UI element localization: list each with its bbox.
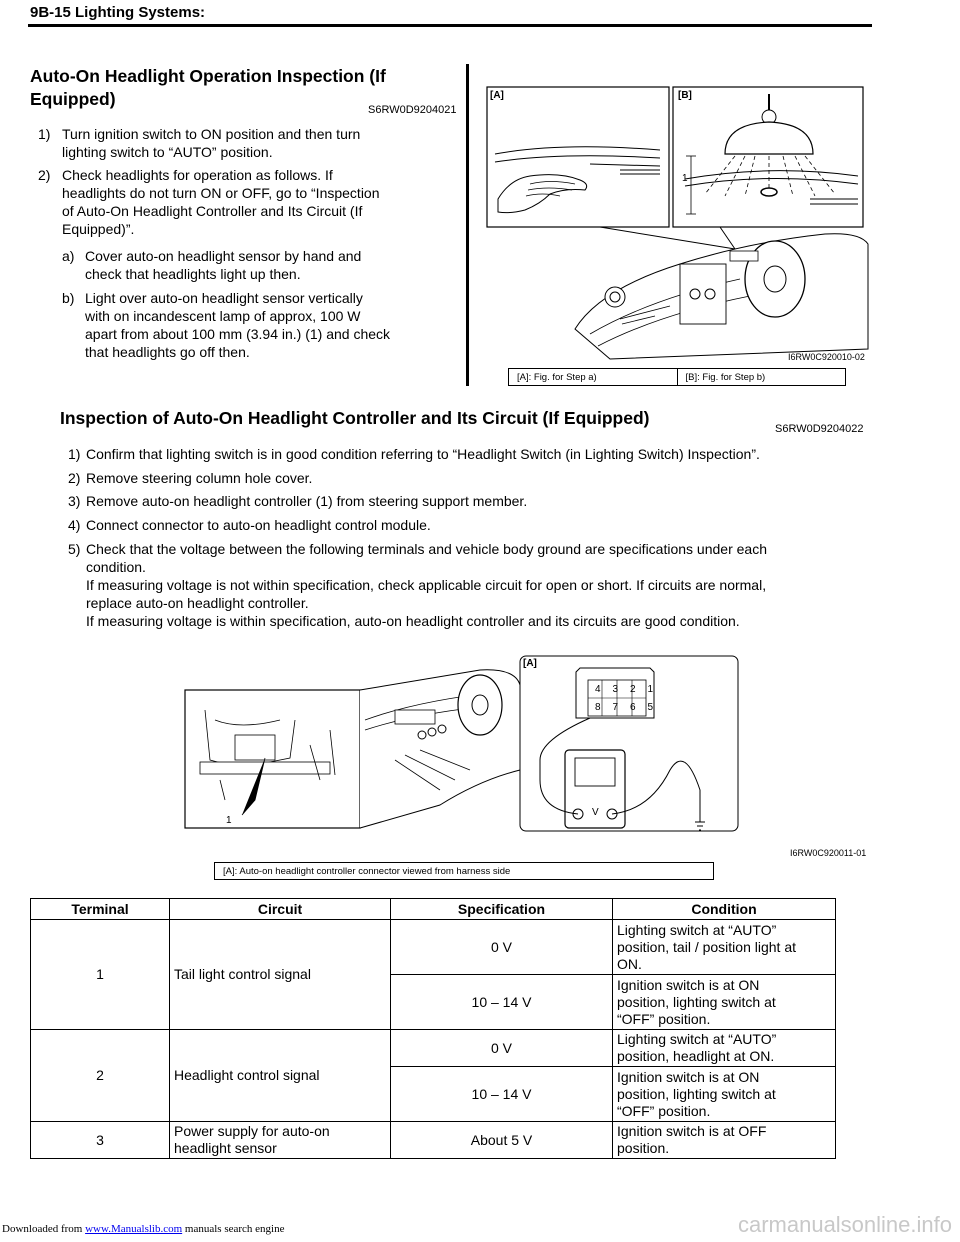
cell-condition-line: Ignition switch is at ON: [617, 976, 760, 993]
header-circuit: Circuit: [170, 899, 391, 920]
s2-step5-num: 5): [68, 541, 81, 557]
cell-condition-line: position, tail / position light at: [617, 938, 796, 955]
s1-step2-line3: of Auto-On Headlight Controller and Its Circuit (If: [62, 203, 363, 219]
s1-sub-b-line1: Light over auto-on headlight sensor vertically: [85, 290, 363, 306]
watermark: carmanualsonline.info: [737, 1212, 952, 1237]
s1-step1-line2: lighting switch to “AUTO” position.: [62, 144, 273, 160]
s1-sub-a-line1: Cover auto-on headlight sensor by hand and: [85, 248, 362, 264]
cell-condition: [613, 1067, 836, 1122]
section1-code: S6RW0D9204021: [368, 104, 457, 116]
pin-8: 8: [594, 702, 601, 713]
cell-condition-line: “OFF” position.: [617, 1010, 711, 1027]
cell-condition-line: position.: [617, 1140, 670, 1156]
s1-sub-b-num: b): [62, 290, 75, 306]
cell-condition-line: Lighting switch at “AUTO”: [617, 921, 777, 938]
table-row: [31, 1122, 836, 1159]
s1-step2-line4: Equipped)”.: [62, 221, 135, 237]
s1-sub-b-line4: that headlights go off then.: [85, 344, 250, 360]
figure1-legend: [508, 368, 846, 386]
s2-step1-line1: Confirm that lighting switch is in good condition referring to “Headlight Switch (in Lighting Switch) Inspection”.: [86, 446, 760, 462]
table-row: [31, 1030, 836, 1067]
s2-step5-line2: condition.: [86, 559, 146, 575]
cell-condition: [613, 1122, 836, 1159]
figure2-label-a: [A]: [523, 658, 537, 669]
cell-spec: 10 – 14 V: [391, 1067, 613, 1122]
figure2-legend: [214, 862, 714, 880]
cell-spec: About 5 V: [391, 1122, 613, 1159]
pin-3: 3: [612, 684, 619, 695]
s2-step5-line3: If measuring voltage is not within specification, check applicable circuit for open or short. If circuits are normal,: [86, 577, 767, 593]
s1-step2-line2: headlights do not turn ON or OFF, go to “Inspection: [62, 185, 380, 201]
figure2-pins-bottom: [589, 702, 659, 713]
s1-step1-line1: Turn ignition switch to ON position and then turn: [62, 126, 361, 142]
figure2-label-1: 1: [226, 815, 232, 826]
pin-7: 7: [612, 702, 619, 713]
cell-circuit-line: Power supply for auto-on: [174, 1123, 330, 1139]
s2-step3-line1: Remove auto-on headlight controller (1) from steering support member.: [86, 493, 528, 509]
page-header: 9B-15 Lighting Systems:: [30, 4, 206, 21]
figure2-pins-top: [589, 684, 659, 695]
s1-sub-a-line2: check that headlights light up then.: [85, 266, 301, 282]
s2-step2-num: 2): [68, 470, 81, 486]
meter-v-label: V: [592, 807, 599, 818]
download-footer: [2, 1223, 284, 1235]
cell-condition: [613, 920, 836, 975]
cell-condition: [613, 1030, 836, 1067]
pin-4: 4: [594, 684, 601, 695]
spec-table: [30, 898, 836, 1159]
manualslib-link[interactable]: www.Manualslib.com: [85, 1223, 183, 1235]
s2-step5-line5: If measuring voltage is within specification, auto-on headlight controller and its circuits are good condition.: [86, 613, 740, 629]
cell-condition-line: Lighting switch at “AUTO”: [617, 1031, 777, 1047]
cell-condition-line: Ignition switch is at OFF: [617, 1123, 767, 1139]
cell-circuit: Tail light control signal: [170, 920, 391, 1030]
section2-title: Inspection of Auto-On Headlight Controller and Its Circuit (If Equipped): [60, 408, 650, 428]
cell-condition-line: ON.: [617, 955, 642, 972]
s1-step1-num: 1): [38, 126, 51, 142]
cell-terminal: 1: [31, 920, 170, 1030]
s1-step2-line1: Check headlights for operation as follows. If: [62, 167, 333, 183]
cell-condition-line: “OFF” position.: [617, 1102, 711, 1119]
s1-sub-b-line3: apart from about 100 mm (3.94 in.) (1) and check: [85, 326, 391, 342]
cell-spec: 0 V: [391, 1030, 613, 1067]
figure1-legend-a: [A]: Fig. for Step a): [509, 369, 678, 386]
figure2-legend-a: [A]: Auto-on headlight controller connector viewed from harness side: [215, 863, 714, 880]
s2-step4-line1: Connect connector to auto-on headlight control module.: [86, 517, 431, 533]
figure1-legend-b: [B]: Fig. for Step b): [677, 369, 846, 386]
header-condition: Condition: [613, 899, 836, 920]
cell-condition-line: position, lighting switch at: [617, 993, 776, 1010]
s1-step2-num: 2): [38, 167, 51, 183]
cell-condition-line: position, lighting switch at: [617, 1085, 776, 1102]
header-specification: Specification: [391, 899, 613, 920]
figure1-label-b: [B]: [678, 90, 692, 101]
figure1-label-1: 1: [682, 173, 688, 184]
figure1-illustration: [480, 84, 870, 369]
header-terminal: Terminal: [31, 899, 170, 920]
footer-suffix: manuals search engine: [184, 1223, 285, 1235]
s1-sub-a-num: a): [62, 248, 75, 264]
cell-circuit: Headlight control signal: [170, 1030, 391, 1122]
s2-step4-num: 4): [68, 517, 81, 533]
cell-terminal: 3: [31, 1122, 170, 1159]
column-divider: [466, 64, 469, 386]
table-row: [31, 920, 836, 975]
pin-1: 1: [647, 684, 654, 695]
header-rule: [28, 24, 872, 27]
s2-step1-num: 1): [68, 446, 81, 462]
cell-circuit: [170, 1122, 391, 1159]
spec-header-row: [31, 899, 836, 920]
pin-2: 2: [629, 684, 636, 695]
figure1-label-a: [A]: [490, 90, 504, 101]
section1-title-line1: Auto-On Headlight Operation Inspection (If: [30, 66, 386, 86]
cell-condition-line: position, headlight at ON.: [617, 1048, 775, 1064]
s2-step3-num: 3): [68, 493, 81, 509]
cell-terminal: 2: [31, 1030, 170, 1122]
s2-step5-line1: Check that the voltage between the following terminals and vehicle body ground are specifications under each: [86, 541, 767, 557]
s2-step5-line4: replace auto-on headlight controller.: [86, 595, 309, 611]
cell-condition-line: Ignition switch is at ON: [617, 1068, 760, 1085]
cell-condition: [613, 975, 836, 1030]
figure2-illustration: [180, 650, 760, 850]
cell-spec: 0 V: [391, 920, 613, 975]
footer-prefix: Downloaded from: [2, 1223, 83, 1235]
pin-5: 5: [647, 702, 654, 713]
section1-title-line2: Equipped): [30, 89, 116, 109]
s2-step2-line1: Remove steering column hole cover.: [86, 470, 313, 486]
cell-circuit-line: headlight sensor: [174, 1140, 277, 1156]
figure1-id: I6RW0C920010-02: [788, 352, 865, 362]
section2-code: S6RW0D9204022: [775, 423, 864, 435]
figure2-id: I6RW0C920011-01: [790, 848, 867, 858]
s1-sub-b-line2: with on incandescent lamp of approx, 100 W: [85, 308, 361, 324]
pin-6: 6: [629, 702, 636, 713]
cell-spec: 10 – 14 V: [391, 975, 613, 1030]
